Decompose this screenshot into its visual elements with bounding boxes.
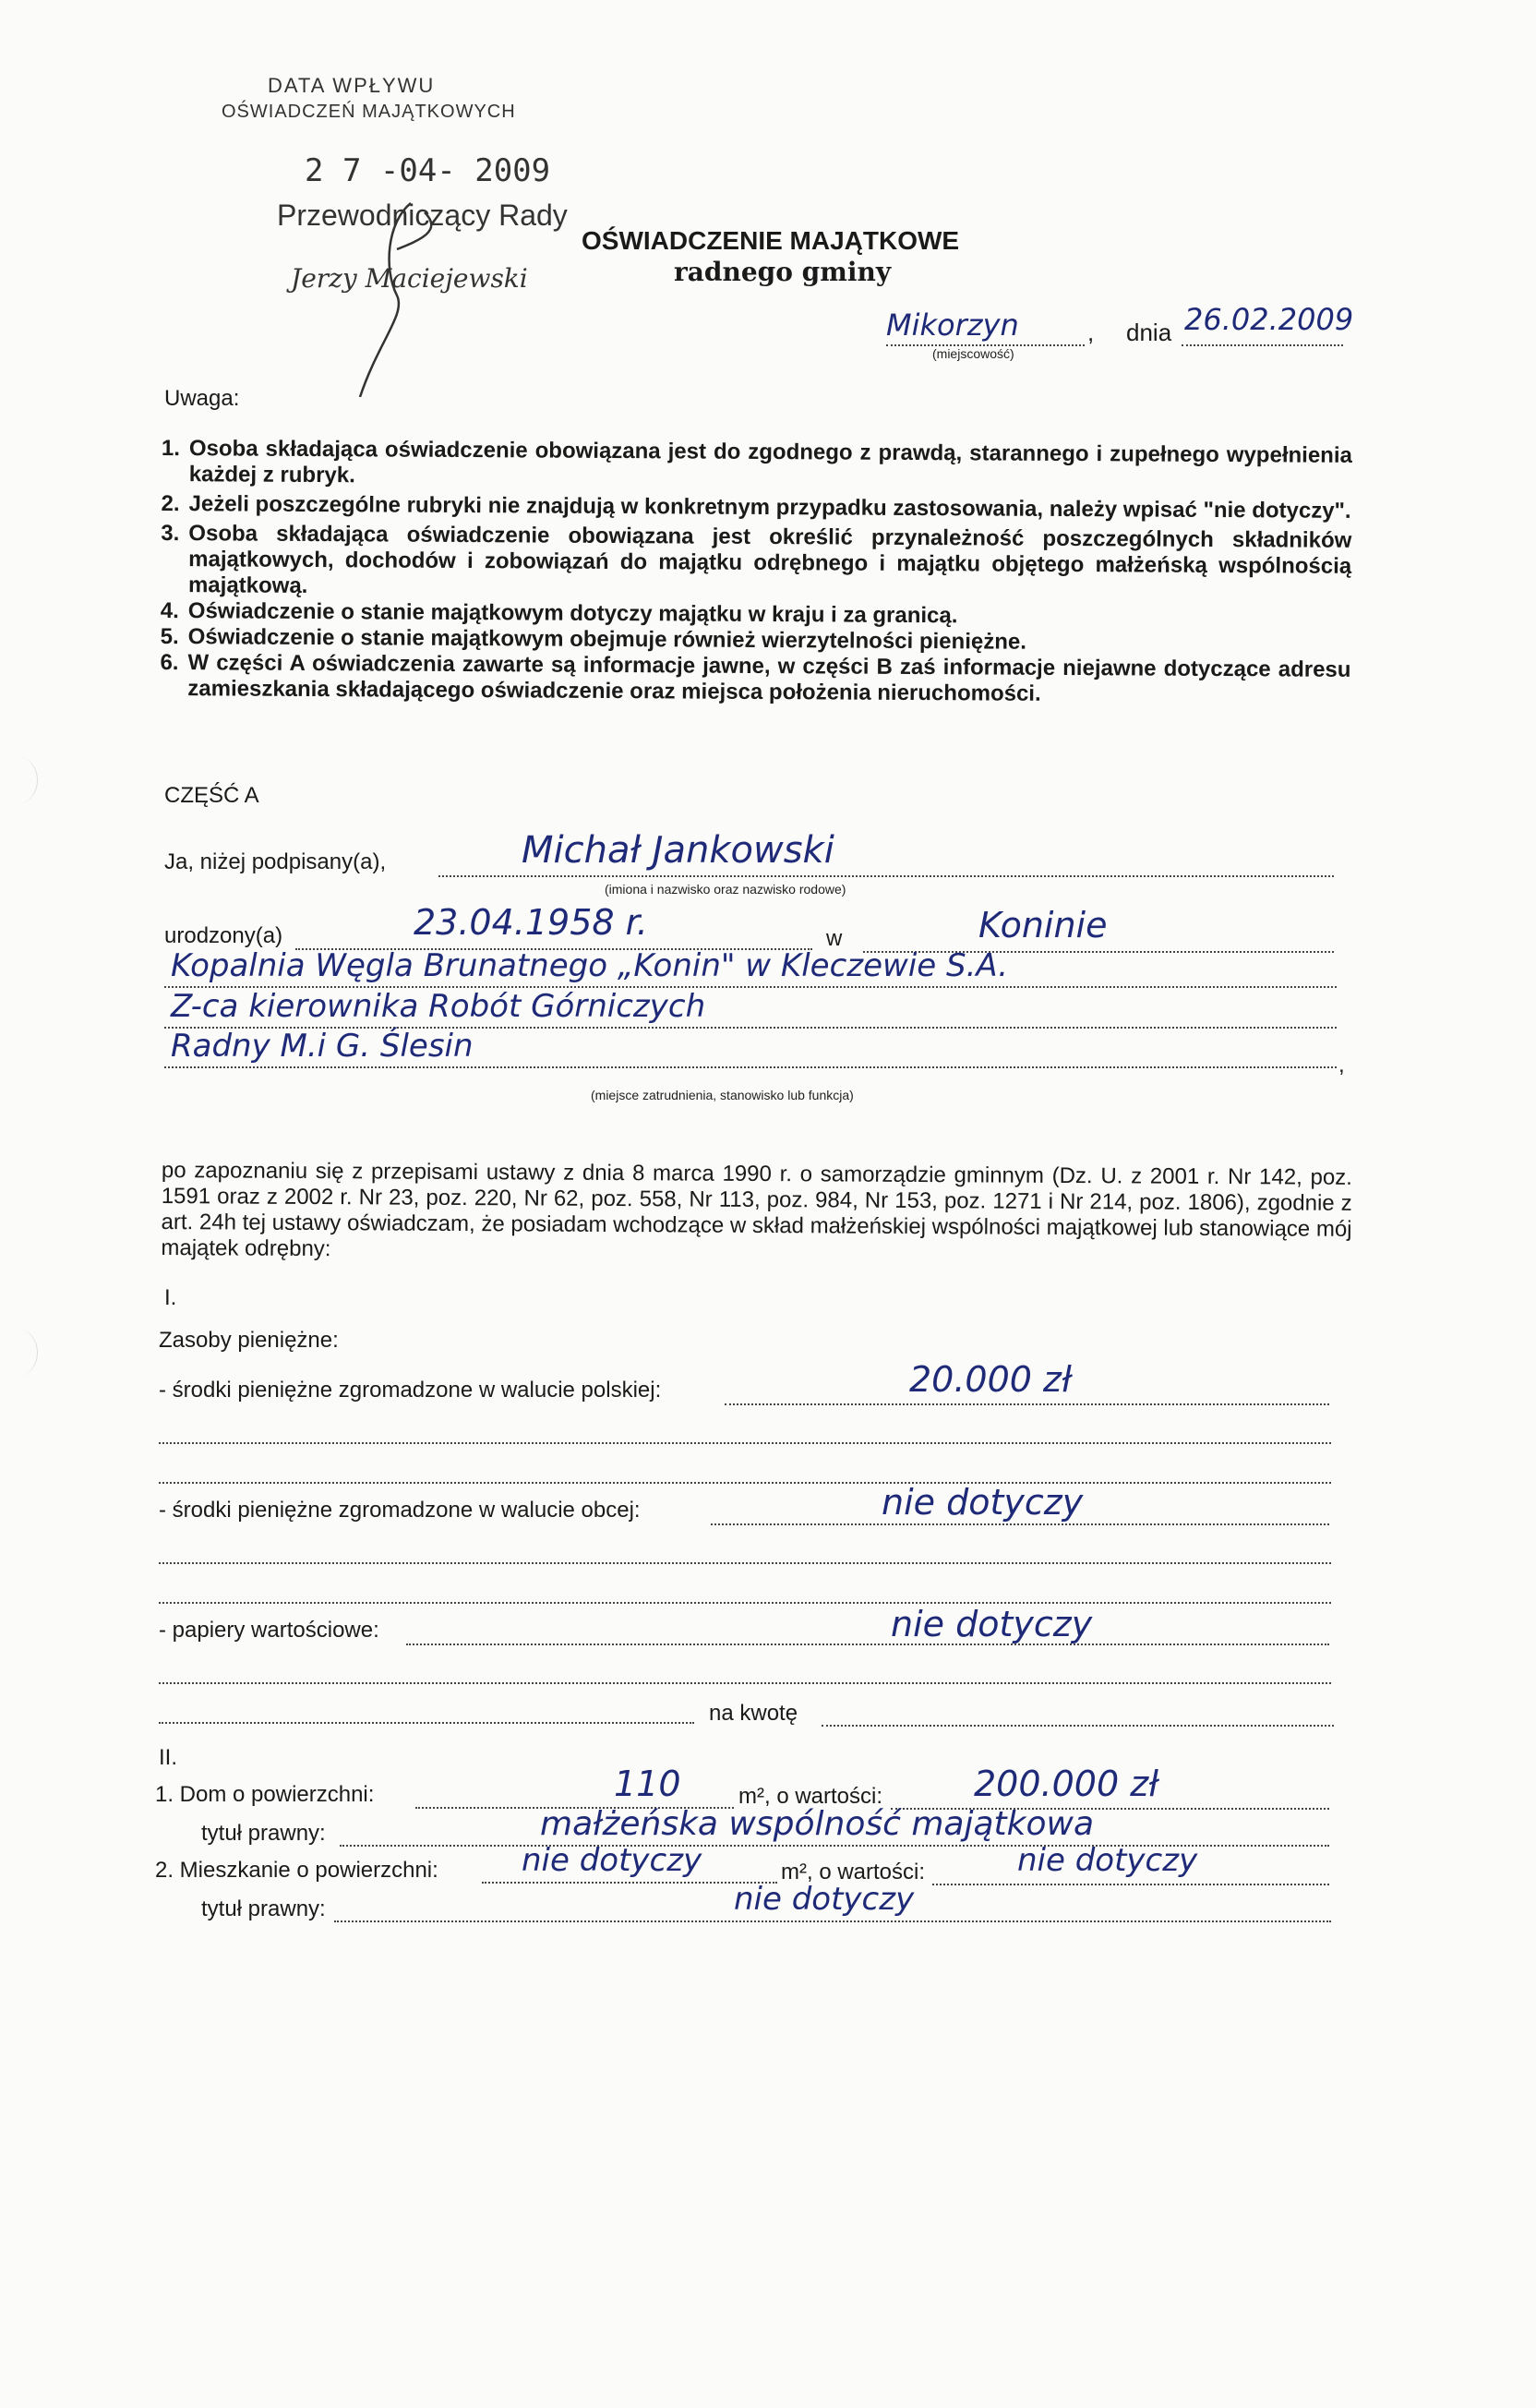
flat-area: nie dotyczy (522, 1842, 702, 1879)
stamp-date: 2 7 -04- 2009 (305, 152, 551, 189)
flat-title-value: nie dotyczy (734, 1881, 915, 1918)
punch-hole-mark (0, 1330, 38, 1376)
notes-list (160, 436, 1352, 709)
pln-label: - środki pieniężne zgromadzone w walucie polskiej: (159, 1378, 662, 1403)
house-value: 200.000 zł (974, 1764, 1159, 1804)
employment-caption: (miejsce zatrudnienia, stanowisko lub funkcja) (591, 1088, 854, 1102)
place-value: Mikorzyn (886, 307, 1019, 343)
born-in-label: w (826, 926, 843, 951)
flat-value: nie dotyczy (1017, 1842, 1198, 1879)
note-item: 2. Jeżeli poszczególne rubryki nie znajdują w konkretnym przypadku zastosowania, należy wpisać "nie dotyczy". (161, 490, 1351, 524)
stamp-line1: DATA WPŁYWU (268, 74, 436, 97)
section1-roman: I. (164, 1285, 177, 1310)
notes-heading: Uwaga: (164, 386, 240, 411)
born-date: 23.04.1958 r. (414, 902, 648, 943)
stamp-name: Jerzy Maciejewski (291, 263, 528, 294)
declarant-caption: (imiona i nazwisko oraz nazwisko rodowe) (605, 882, 846, 897)
page-subtitle: radnego gminy (674, 257, 892, 287)
house-area: 110 (614, 1764, 681, 1804)
declarant-value: Michał Jankowski (522, 829, 834, 872)
pln-value: 20.000 zł (909, 1359, 1072, 1400)
note-item: 4. Oświadczenie o stanie majątkowym dotyczy majątku w kraju i za granicą. (160, 597, 958, 629)
flat-label: 2. Mieszkanie o powierzchni: (155, 1858, 438, 1883)
house-title-value: małżeńska wspólność majątkowa (540, 1805, 1095, 1843)
place-comma: , (1087, 319, 1095, 346)
flat-title-label: tytuł prawny: (201, 1896, 326, 1921)
securities-label: - papiery wartościowe: (159, 1618, 379, 1643)
born-place: Koninie (978, 905, 1108, 945)
house-unit: m², o wartości: (738, 1784, 883, 1809)
declarant-label: Ja, niżej podpisany(a), (164, 849, 387, 874)
note-item: 6. W części A oświadczenia zawarte są informacje jawne, w części B zaś informacje niejawne dotyczące adresu zamieszkania składającego oświadczenie oraz miejsca położenia nieruchomości. (160, 649, 1351, 706)
house-title-label: tytuł prawny: (201, 1821, 326, 1846)
part-a-heading: CZĘŚĆ A (164, 783, 259, 808)
fx-value: nie dotyczy (882, 1482, 1084, 1523)
stamp-line2: OŚWIADCZEŃ MAJĄTKOWYCH (222, 102, 516, 122)
fx-label: - środki pieniężne zgromadzone w walucie obcej: (159, 1498, 641, 1523)
note-item: 1. Osoba składająca oświadczenie obowiązana jest do zgodnego z prawdą, starannego i zupełnego wypełnienia każdej z rubryk. (161, 436, 1352, 488)
note-item: 3. Osoba składająca oświadczenie obowiązana jest określić przynależność poszczególnych składników majątkowych, dochodów i zobowiązań do majątku odrębnego i majątku objętego małżeńską wspólnością majątkową. (161, 520, 1352, 598)
employment-line-2: Z-ca kierownika Robót Górniczych (171, 988, 706, 1025)
flat-unit: m², o wartości: (781, 1860, 926, 1884)
house-label: 1. Dom o powierzchni: (155, 1782, 375, 1807)
stamp-role: Przewodniczący Rady (277, 199, 568, 232)
securities-value: nie dotyczy (891, 1604, 1093, 1644)
section1-heading: Zasoby pieniężne: (159, 1328, 339, 1353)
page-title: OŚWIADCZENIE MAJĄTKOWE (582, 226, 960, 255)
place-caption: (miejscowość) (932, 346, 1014, 361)
employment-line-3: Radny M.i G. Ślesin (171, 1028, 474, 1065)
date-label: dnia (1126, 319, 1172, 346)
signature (342, 185, 452, 397)
section2-roman: II. (159, 1745, 178, 1770)
intro-paragraph: po zapoznaniu się z przepisami ustawy z dnia 8 marca 1990 r. o samorządzie gminnym (Dz. U. z 2001 r. Nr 142, poz. 1591 oraz z 2002 r. Nr 23, poz. 220, Nr 62, poz. 558, Nr 113, poz. 984, Nr 153, poz. 1271 i Nr 214, poz. 1806), zgodnie z art. 24h tej ustawy oświadczam, że posiadam wchodzące w skład małżeńskiej wspólności majątkowej lub stanowiące mój majątek odrębny: (161, 1158, 1352, 1262)
employment-line-1: Kopalnia Węgla Brunatnego „Konin" w Kleczewie S.A. (171, 947, 1009, 984)
employment-comma: , (1338, 1053, 1345, 1078)
amount-label: na kwotę (709, 1701, 798, 1726)
born-label: urodzony(a) (164, 923, 283, 948)
note-item: 5. Oświadczenie o stanie majątkowym obejmuje również wierzytelności pieniężne. (160, 623, 1027, 655)
date-value: 26.02.2009 (1184, 302, 1354, 337)
punch-hole-mark (0, 757, 38, 803)
